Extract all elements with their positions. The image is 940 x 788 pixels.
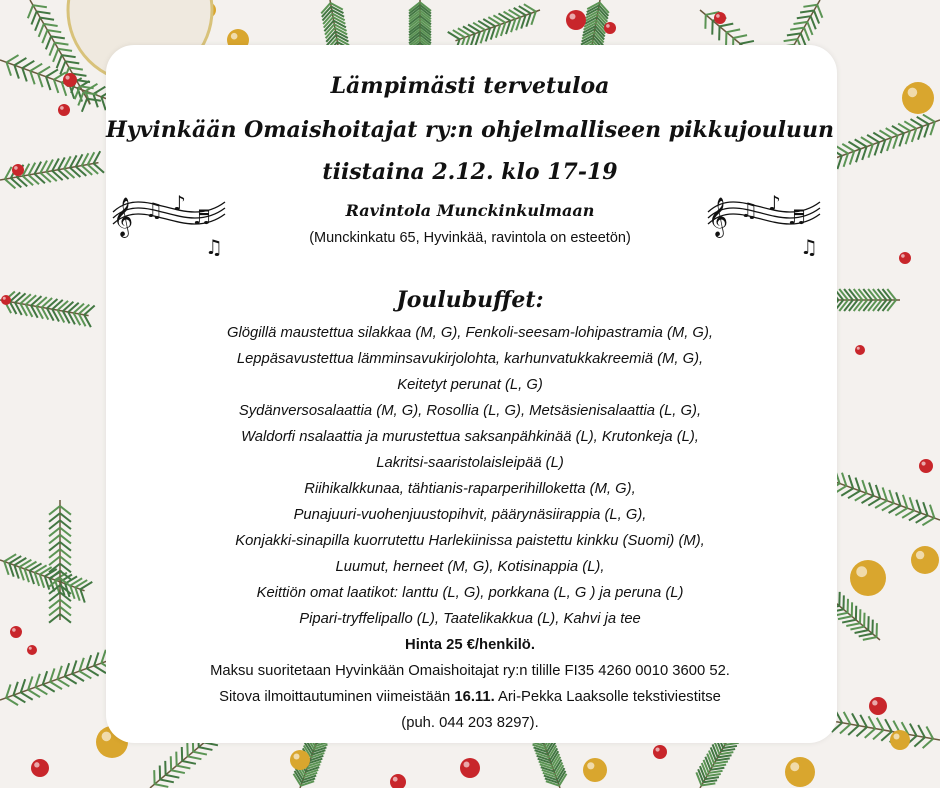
menu-list (0, 320, 940, 632)
signup-suffix: Ari-Pekka Laaksolle tekstiviestitse (494, 689, 721, 705)
menu-item: Waldorfi nsalaattia ja murustettua saksanpähkinää (L), Krutonkeja (L), (241, 429, 699, 445)
ornament-ball (58, 104, 70, 116)
payment-text: Maksu suoritetaan Hyvinkään Omaishoitajat ry:n tilille FI35 4260 0010 3600 52. (210, 663, 730, 679)
event-date: tiistaina 2.12. klo 17-19 (322, 159, 618, 185)
svg-text:♫: ♫ (740, 198, 758, 222)
signup-prefix: Sitova ilmoittautuminen viimeistään (219, 689, 455, 705)
ornament-ball (714, 12, 726, 24)
svg-text:♪: ♪ (173, 191, 186, 215)
svg-text:♫: ♫ (145, 198, 163, 222)
menu-item: Keitetyt perunat (L, G) (397, 377, 543, 393)
svg-text:♪: ♪ (768, 191, 781, 215)
ornament-ball (583, 758, 607, 782)
footer-info (0, 632, 940, 736)
ornament-ball (566, 10, 586, 30)
ornament-ball (460, 758, 480, 778)
phone-text: (puh. 044 203 8297). (401, 715, 539, 731)
svg-text:♫: ♫ (205, 235, 223, 259)
svg-text:𝄞: 𝄞 (113, 197, 134, 237)
svg-text:♬: ♬ (193, 205, 211, 229)
signup-date: 16.11. (454, 689, 495, 705)
venue-name: Ravintola Munckinkulmaan (345, 201, 595, 220)
svg-text:♬: ♬ (788, 205, 806, 229)
menu-heading: Joulubuffet: (396, 287, 544, 313)
welcome-title: Lämpimästi tervetuloa (330, 73, 610, 99)
event-title: Hyvinkään Omaishoitajat ry:n ohjelmalliseen pikkujouluun (106, 117, 834, 143)
ornament-ball (604, 22, 616, 34)
menu-item: Keittiön omat laatikot: lanttu (L, G), porkkana (L, G ) ja peruna (L) (256, 585, 684, 601)
svg-text:♫: ♫ (800, 235, 818, 259)
ornament-ball (390, 774, 406, 788)
menu-item: Punajuuri-vuohenjuustopihvit, päärynäsiirappia (L, G), (293, 507, 647, 523)
ornament-ball (290, 750, 310, 770)
menu-item: Luumut, herneet (M, G), Kotisinappia (L), (335, 559, 605, 575)
menu-item: Leppäsavustettua lämminsavukirjolohta, karhunvatukkakreemiä (M, G), (236, 351, 704, 367)
ornament-ball (785, 757, 815, 787)
ornament-ball (31, 759, 49, 777)
ornament-ball (899, 252, 911, 264)
venue-address: (Munckinkatu 65, Hyvinkää, ravintola on esteetön) (309, 230, 631, 246)
menu-item: Lakritsi-saaristolaisleipää (L) (376, 455, 564, 471)
menu-item: Konjakki-sinapilla kuorrutettu Harlekiinissa paistettu kinkku (Suomi) (M), (235, 533, 705, 549)
signup-text (0, 684, 940, 710)
ornament-ball (653, 745, 667, 759)
menu-item: Riihikalkkunaa, tähtianis-raparperihilloketta (M, G), (304, 481, 636, 497)
menu-item: Glögillä maustettua silakkaa (M, G), Fenkoli-seesam-lohipastramia (M, G), (227, 325, 713, 341)
price-text: Hinta 25 €/henkilö. (405, 637, 535, 653)
spruce-branch (409, 0, 431, 51)
menu-item: Pipari-tryffelipallo (L), Taatelikakkua (L), Kahvi ja tee (299, 611, 641, 627)
svg-text:𝄞: 𝄞 (708, 197, 729, 237)
menu-item: Sydänversosalaattia (M, G), Rosollia (L, G), Metsäsienisalaattia (L, G), (238, 403, 702, 419)
